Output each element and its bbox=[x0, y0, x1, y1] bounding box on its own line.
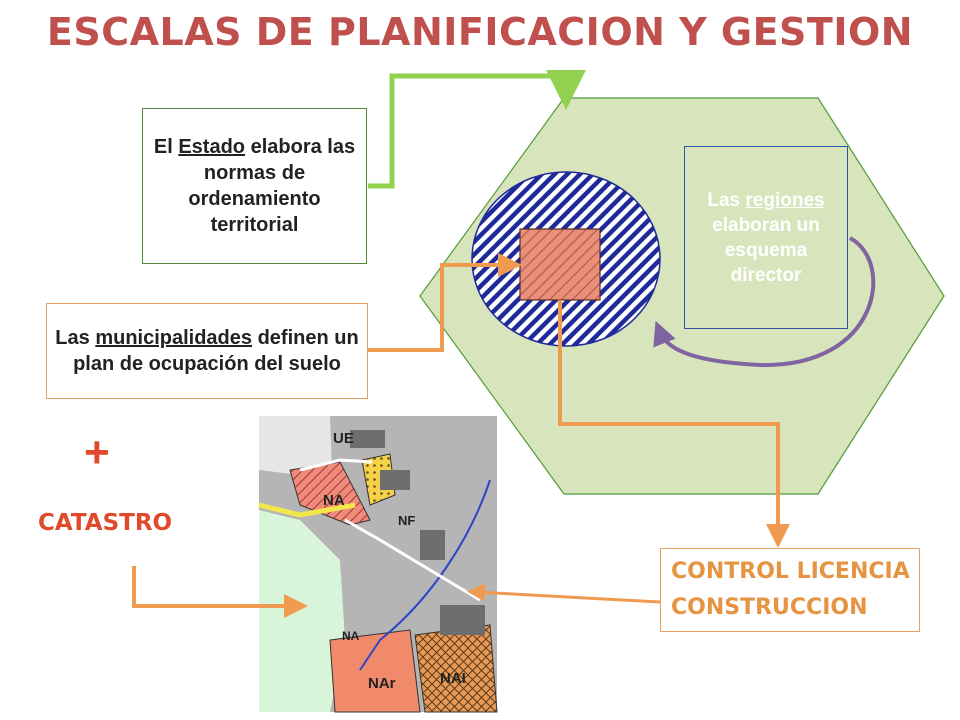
map-label-ue: UE bbox=[333, 430, 354, 447]
control-licencia-box bbox=[660, 548, 920, 632]
orange-arrow-map bbox=[476, 592, 660, 602]
map-label-nar: NAr bbox=[368, 675, 396, 692]
map-label-nf: NF bbox=[398, 513, 416, 528]
map-label-na2: NA bbox=[342, 629, 360, 643]
muni-text-pre: Las bbox=[55, 327, 96, 349]
cadastral-map bbox=[259, 416, 497, 712]
municipalidades-box bbox=[46, 303, 368, 399]
regiones-text-post: elaboran un esquema director bbox=[712, 214, 820, 286]
map-label-nai: NAI bbox=[440, 670, 466, 687]
regiones-word: regiones bbox=[745, 189, 825, 211]
control-line-2: CONSTRUCCION bbox=[671, 595, 868, 620]
municipal-square bbox=[520, 229, 600, 300]
muni-text-post: definen un plan de ocupación del suelo bbox=[73, 327, 359, 375]
map-label-na: NA bbox=[323, 492, 345, 509]
control-line-1: CONTROL LICENCIA bbox=[671, 559, 910, 584]
catastro-label: CATASTRO bbox=[38, 510, 173, 536]
regiones-text-pre: Las bbox=[707, 189, 746, 211]
estado-word: Estado bbox=[178, 136, 246, 158]
muni-word: municipalidades bbox=[95, 327, 253, 349]
estado-box bbox=[142, 108, 367, 264]
plus-sign: + bbox=[84, 428, 110, 477]
estado-text-pre: El bbox=[153, 136, 179, 158]
estado-text-post: elabora las normas de ordenamiento territorial bbox=[188, 136, 356, 236]
page-title: ESCALAS DE PLANIFICACION Y GESTION bbox=[46, 10, 914, 54]
regiones-box bbox=[684, 146, 848, 329]
